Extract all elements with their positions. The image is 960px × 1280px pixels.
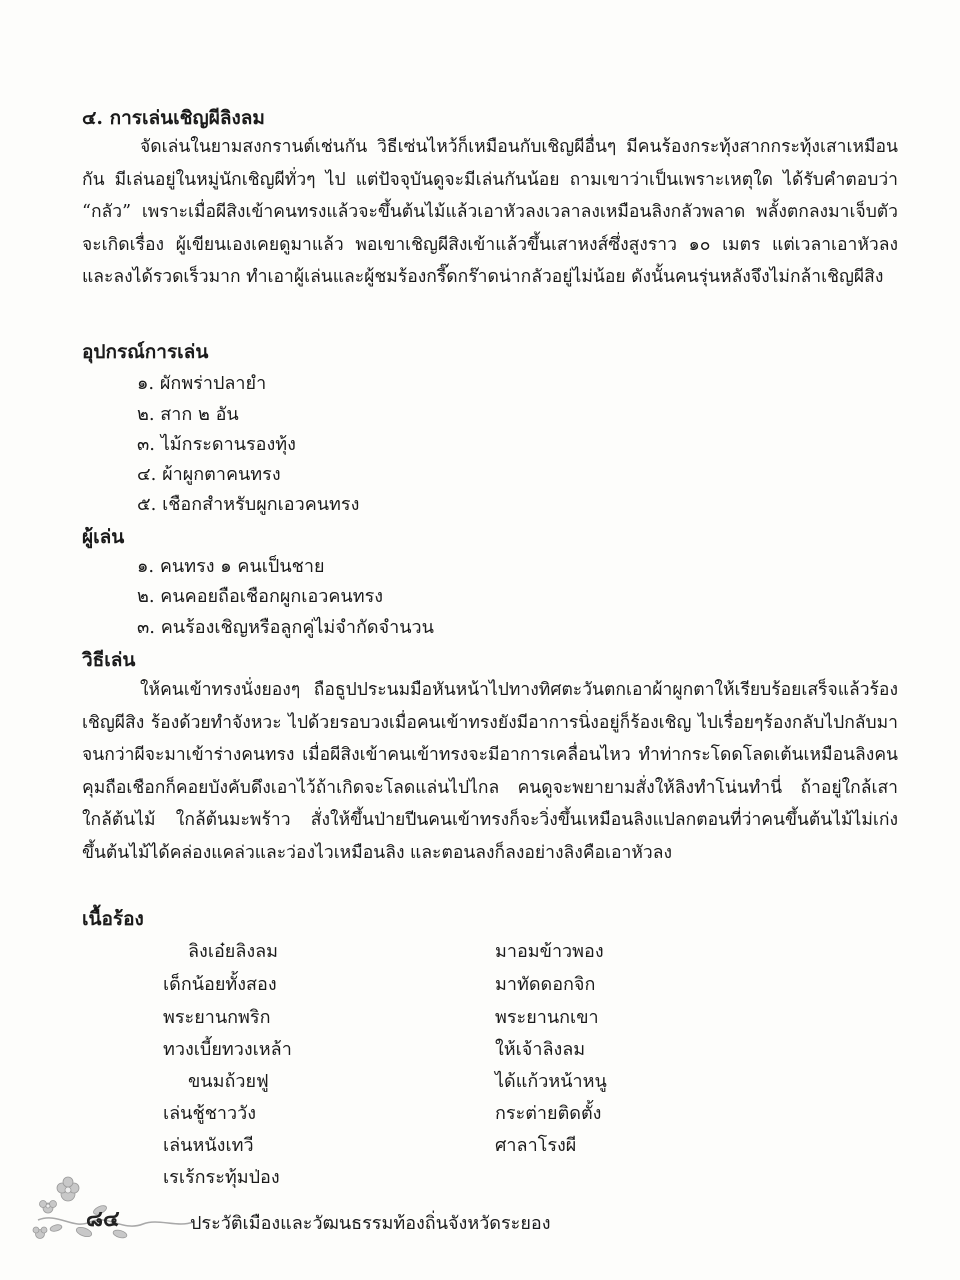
- equipment-item: ๔. ผ้าผูกตาคนทรง: [137, 464, 281, 485]
- equipment-item: ๒. สาก ๒ อัน: [137, 404, 239, 425]
- lyric-line-right: ได้แก้วหน้าหนู: [495, 1071, 607, 1092]
- lyric-line-left: เด็กน้อยทั้งสอง: [163, 974, 277, 995]
- lyric-line-left: เล่นชู้ชาววัง: [163, 1103, 257, 1124]
- lyric-line-left: ขนมถ้วยฟู: [188, 1071, 269, 1092]
- equipment-item: ๑. ผักพร่าปลายำ: [137, 373, 267, 394]
- book-title: ประวัติเมืองและวัฒนธรรมท้องถิ่นจังหวัดระยอง: [190, 1213, 551, 1234]
- lyric-line-right: มาทัดดอกจิก: [495, 974, 596, 995]
- lyric-line-right: กระต่ายติดตั้ง: [495, 1103, 602, 1124]
- page-number: ๘๔: [86, 1206, 120, 1232]
- equipment-item: ๕. เชือกสำหรับผูกเอวคนทรง: [137, 494, 360, 515]
- lyric-line-left: เรเร้กระทุ้มป่อง: [163, 1167, 280, 1188]
- player-item: ๒. คนคอยถือเชือกผูกเอวคนทรง: [137, 586, 384, 607]
- section-heading: ๔. การเล่นเชิญผีลิงลม: [82, 107, 265, 129]
- lyrics-heading: เนื้อร้อง: [82, 908, 144, 930]
- method-paragraph: ให้คนเข้าทรงนั่งยองๆ ถือธูปประนมมือหันหน้าไปทางทิศตะวันตกเอาผ้าผูกตาให้เรียบร้อยเสร็จแล้วร้องเชิญผีสิง ร้องด้วยทำจังหวะ ไปด้วยรอบวงเมื่อคนเข้าทรงยังมีอาการนิ่งอยู่ก็ร้องเชิญ ไปเรื่อยๆร้องกลับไปกลับมาจนกว่าผีจะมาเข้าร่างคนทรง เมื่อผีสิงเข้าคนเข้าทรงจะมีอาการเคลื่อนไหว ทำท่ากระโดดโลดเต้นเหมือนลิงคนคุมถือเชือกก็คอยบังคับดึงเอาไว้ถ้าเกิดจะโลดแล่นไปไกล คนดูจะพยายามสั่งให้ลิงทำโน่นทำนี่ ถ้าอยู่ใกล้เสา ใกล้ต้นไม้ ใกล้ต้นมะพร้าว สั่งให้ขึ้นป่ายปีนคนเข้าทรงก็จะวิ่งขึ้นเหมือนลิงแปลกตอนที่ว่าคนขึ้นต้นไม้ไม่เก่ง ขึ้นต้นไม้ได้คล่องแคล่วและว่องไวเหมือนลิง และตอนลงก็ลงอย่างลิงคือเอาหัวลง: [82, 680, 898, 863]
- equipment-heading: อุปกรณ์การเล่น: [82, 341, 209, 363]
- lyric-line-right: ศาลาโรงผี: [495, 1135, 577, 1156]
- lyric-line-right: พระยานกเขา: [495, 1007, 599, 1028]
- lyric-line-right: มาอมข้าวพอง: [495, 941, 604, 962]
- lyric-line-left: เล่นหนังเทวี: [163, 1135, 254, 1156]
- lyric-line-left: ลิงเอ๋ยลิงลม: [188, 941, 279, 962]
- lyric-line-right: ให้เจ้าลิงลม: [495, 1039, 586, 1060]
- method-heading: วิธีเล่น: [82, 649, 136, 671]
- players-heading: ผู้เล่น: [82, 526, 125, 548]
- intro-paragraph: จัดเล่นในยามสงกรานต์เช่นกัน วิธีเซ่นไหว้ก็เหมือนกับเชิญผีอื่นๆ มีคนร้องกระทุ้งสากกระทุ้งเสาเหมือนกัน มีเล่นอยู่ในหมู่นักเชิญผีทั่วๆ ไป แต่ปัจจุบันดูจะมีเล่นกันน้อย ถามเขาว่าเป็นเพราะเหตุใด ได้รับคำตอบว่า “กลัว” เพราะเมื่อผีสิงเข้าคนทรงแล้วจะขึ้นต้นไม้แล้วเอาหัวลงเวลาลงเหมือนลิงกลัวพลาด พลั้งตกลงมาเจ็บตัวจะเกิดเรื่อง ผู้เขียนเองเคยดูมาแล้ว พอเขาเชิญผีสิงเข้าแล้วขึ้นเสาหงส์ซึ่งสูงราว ๑๐ เมตร แต่เวลาเอาหัวลง และลงได้รวดเร็วมาก ทำเอาผู้เล่นและผู้ชมร้องกรี๊ดกร๊าดน่ากลัวอยู่ไม่น้อย ดังนั้นคนรุ่นหลังจึงไม่กล้าเชิญผีสิง: [82, 137, 898, 288]
- player-item: ๑. คนทรง ๑ คนเป็นชาย: [137, 556, 325, 577]
- lyric-line-left: ทวงเบี้ยทวงเหล้า: [163, 1039, 292, 1060]
- lyric-line-left: พระยานกพริก: [163, 1007, 271, 1028]
- player-item: ๓. คนร้องเชิญหรือลูกคู่ไม่จำกัดจำนวน: [137, 617, 434, 638]
- equipment-item: ๓. ไม้กระดานรองทุ้ง: [137, 434, 296, 455]
